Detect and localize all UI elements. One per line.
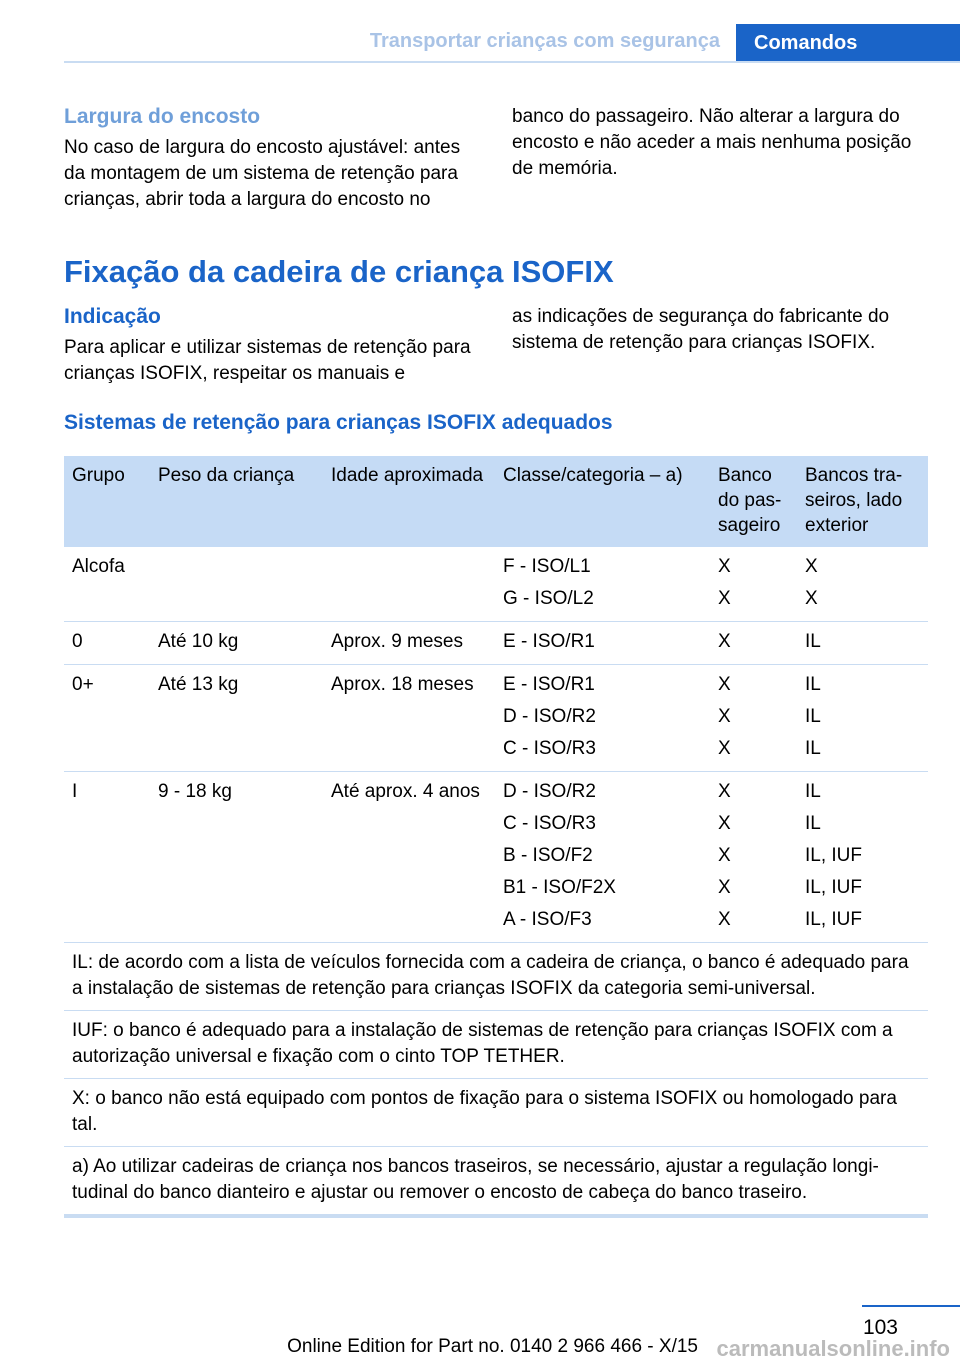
largura-right-column: [512, 104, 932, 182]
largura-heading: Largura do encosto: [64, 105, 261, 128]
traseiros-value: IL: [805, 706, 821, 727]
traseiros-value: IL: [805, 813, 821, 834]
passageiro-value: X: [718, 909, 731, 930]
class-value: F - ISO/L1: [503, 556, 591, 577]
note-x: X: o banco não está equipado com pontos de fixação para o sistema ISOFIX ou homologado para tal.: [64, 1079, 928, 1147]
largura-right-text: banco do passageiro. Não alterar a largura do encosto e não aceder a mais nenhuma posição de memória.: [512, 106, 912, 179]
watermark: carmanualsonline.info: [716, 1336, 950, 1361]
table-row: [64, 622, 928, 665]
cell-grupo: 0+: [64, 665, 150, 772]
isofix-title: Fixação da cadeira de criança ISOFIX: [64, 254, 614, 289]
cell-peso: 9 - 18 kg: [150, 772, 323, 943]
cell-idade: Até aprox. 4 anos: [323, 772, 495, 943]
class-value: B1 - ISO/F2X: [503, 877, 616, 898]
cell-peso: Até 13 kg: [150, 665, 323, 772]
cell-classes: [495, 622, 710, 665]
header-idade: Idade aproximada: [323, 456, 495, 547]
cell-idade: Aprox. 18 meses: [323, 665, 495, 772]
header-section-title: Transportar crianças com segurança: [369, 30, 720, 52]
passageiro-value: X: [718, 556, 731, 577]
table-row: [64, 547, 928, 622]
traseiros-value: IL, IUF: [805, 845, 863, 866]
note-il: IL: de acordo com a lista de veículos fornecida com a cadeira de criança, o banco é adequado para a instalação de sistemas de retenção para crianças ISOFIX da categoria semi-universal.: [64, 943, 928, 1011]
passageiro-value: X: [718, 706, 731, 727]
passageiro-value: X: [718, 588, 731, 609]
cell-traseiros: [797, 665, 928, 772]
table-note-row: [64, 943, 928, 1011]
passageiro-value: X: [718, 631, 731, 652]
passageiro-value: X: [718, 813, 731, 834]
table-row: [64, 665, 928, 772]
cell-passageiro: [710, 622, 797, 665]
class-value: E - ISO/R1: [503, 631, 595, 652]
indicacao-left-column: [64, 304, 484, 387]
class-value: C - ISO/R3: [503, 738, 596, 759]
cell-peso: [150, 547, 323, 622]
traseiros-value: IL, IUF: [805, 909, 863, 930]
page-number: 103: [862, 1316, 898, 1339]
class-value: D - ISO/R2: [503, 706, 596, 727]
passageiro-value: X: [718, 738, 731, 759]
cell-passageiro: [710, 772, 797, 943]
table-note-row: [64, 1079, 928, 1147]
table-note-row: [64, 1147, 928, 1217]
header-tab-comandos[interactable]: Comandos: [736, 24, 960, 63]
header-passageiro: Banco do pas-sageiro: [710, 456, 797, 547]
passageiro-value: X: [718, 674, 731, 695]
cell-grupo: Alcofa: [64, 547, 150, 622]
header-divider: [64, 61, 960, 63]
traseiros-value: IL: [805, 738, 821, 759]
cell-classes: [495, 547, 710, 622]
passageiro-value: X: [718, 877, 731, 898]
isofix-table: [64, 456, 928, 1218]
cell-passageiro: [710, 547, 797, 622]
cell-traseiros: [797, 772, 928, 943]
indicacao-right-text: as indicações de segurança do fabricante do sistema de retenção para crianças ISOFIX.: [512, 306, 890, 353]
cell-traseiros: [797, 547, 928, 622]
header-grupo: Grupo: [64, 456, 150, 547]
cell-peso: Até 10 kg: [150, 622, 323, 665]
class-value: C - ISO/R3: [503, 813, 596, 834]
cell-idade: Aprox. 9 meses: [323, 622, 495, 665]
table-header-row: [64, 456, 928, 547]
class-value: A - ISO/F3: [503, 909, 592, 930]
class-value: B - ISO/F2: [503, 845, 593, 866]
header-classe: Classe/categoria – a): [495, 456, 710, 547]
note-iuf: IUF: o banco é adequado para a instalação de sistemas de retenção para crianças ISOFIX com a autorização universal e fixação com o cinto TOP TETHER.: [64, 1011, 928, 1079]
cell-classes: [495, 665, 710, 772]
indicacao-right-column: [512, 304, 932, 356]
cell-classes: [495, 772, 710, 943]
traseiros-value: X: [805, 556, 818, 577]
traseiros-value: IL: [805, 674, 821, 695]
traseiros-value: X: [805, 588, 818, 609]
class-value: D - ISO/R2: [503, 781, 596, 802]
note-a: a) Ao utilizar cadeiras de criança nos bancos traseiros, se necessário, ajustar a regulação longi-tudinal do banco dianteiro e ajustar ou remover o encosto de cabeça do banco traseiro.: [64, 1147, 928, 1217]
cell-grupo: 0: [64, 622, 150, 665]
footer-divider: [862, 1305, 960, 1307]
traseiros-value: IL: [805, 781, 821, 802]
footer-edition: Online Edition for Part no. 0140 2 966 466 - X/15: [287, 1336, 698, 1357]
traseiros-value: IL, IUF: [805, 877, 863, 898]
cell-idade: [323, 547, 495, 622]
header-peso: Peso da criança: [150, 456, 323, 547]
table-row: [64, 772, 928, 943]
class-value: E - ISO/R1: [503, 674, 595, 695]
class-value: G - ISO/L2: [503, 588, 594, 609]
header-traseiros: Bancos tra-seiros, lado exterior: [797, 456, 928, 547]
largura-left-column: [64, 104, 484, 213]
traseiros-value: IL: [805, 631, 821, 652]
passageiro-value: X: [718, 845, 731, 866]
cell-passageiro: [710, 665, 797, 772]
passageiro-value: X: [718, 781, 731, 802]
largura-left-text: No caso de largura do encosto ajustável: antes da montagem de um sistema de retenção para crianças, abrir toda a largura do encosto no: [64, 137, 461, 211]
indicacao-left-text: Para aplicar e utilizar sistemas de retenção para crianças ISOFIX, respeitar os manuais e: [64, 337, 471, 385]
cell-traseiros: [797, 622, 928, 665]
table-note-row: [64, 1011, 928, 1079]
indicacao-heading: Indicação: [64, 305, 161, 328]
isofix-systems-heading: Sistemas de retenção para crianças ISOFIX adequados: [64, 411, 613, 434]
cell-grupo: I: [64, 772, 150, 943]
